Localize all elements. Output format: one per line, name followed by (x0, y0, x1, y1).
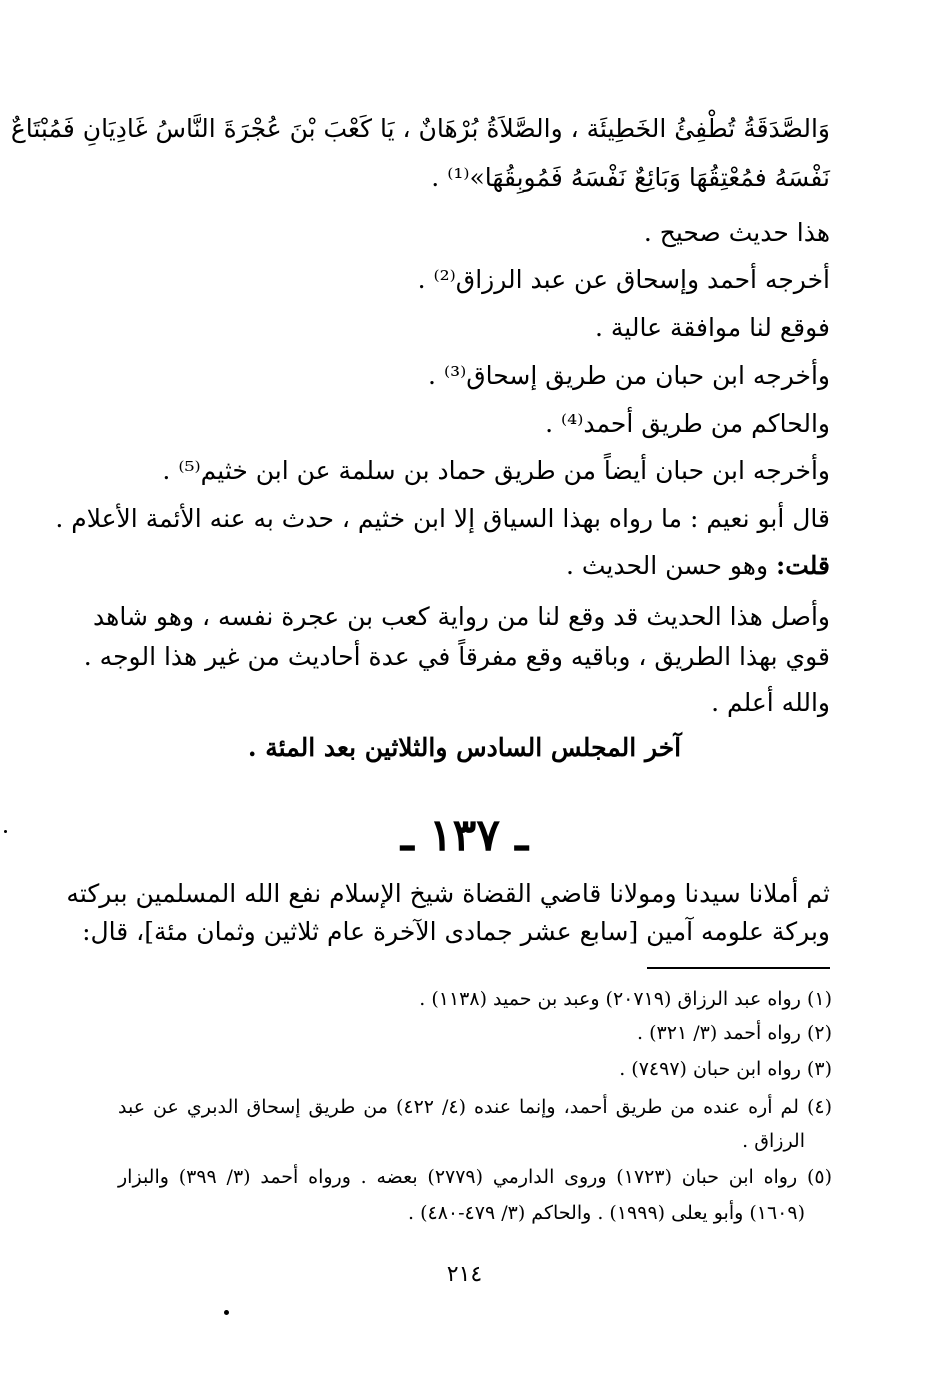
qultu-line (566, 546, 830, 586)
footnote-2: (٢) رواه أحمد (٣/ ٣٢١) . (637, 1022, 832, 1044)
footnote-separator (647, 967, 830, 969)
takhrij-line-2: فوقع لنا موافقة عالية . (595, 313, 830, 342)
intro-line-1: ثم أملانا سيدنا ومولانا قاضي القضاة شيخ الإسلام نفع الله المسلمين ببركته (66, 879, 830, 908)
majlis-number-heading: ـ ١٣٧ ـ (400, 810, 529, 861)
qultu-label: قلت: (775, 551, 830, 580)
hadith-line-2: نَفْسَهُ فمُعْتِقُهَا وَبَائِعٌ نَفْسَهُ فَمُوبِقُهَا»⁽¹⁾ . (431, 163, 830, 192)
qultu-text: وهو حسن الحديث . (565, 551, 769, 580)
takhrij-line-1: أخرجه أحمد وإسحاق عن عبد الرزاق⁽²⁾ . (417, 265, 830, 294)
scan-speck (224, 1310, 229, 1315)
abu-nuaym-line: قال أبو نعيم : ما رواه بهذا السياق إلا ابن خثيم ، حدث به عنه الأئمة الأعلام . (55, 504, 830, 533)
takhrij-line-3: وأخرجه ابن حبان من طريق إسحاق⁽³⁾ . (428, 361, 830, 390)
takhrij-line-5: وأخرجه ابن حبان أيضاً من طريق حماد بن سلمة عن ابن خثيم⁽⁵⁾ . (162, 456, 830, 485)
footnote-5: (٥) رواه ابن حبان (١٧٢٣) وروى الدارمي (٢٧٧٩) بعضه . ورواه أحمد (٣/ ٣٩٩) والبزار (118, 1166, 832, 1188)
closing-line: والله أعلم . (711, 688, 830, 717)
page-number: ٢١٤ (446, 1262, 483, 1287)
intro-line-2: وبركة علومه آمين [سابع عشر جمادى الآخرة عام ثلاثين وثمان مئة]، قال: (82, 917, 830, 946)
conclusion-line-1: وأصل هذا الحديث قد وقع لنا من رواية كعب بن عجرة نفسه ، وهو شاهد (93, 602, 830, 631)
footnote-3: (٣) رواه ابن حبان (٧٤٩٧) . (619, 1058, 832, 1080)
footnote-1: (١) رواه عبد الرزاق (٢٠٧١٩) وعبد بن حميد (١١٣٨) . (419, 988, 832, 1010)
conclusion-line-2: قوي بهذا الطريق ، وباقيه وقع مفرقاً في عدة أحاديث من غير هذا الوجه . (83, 642, 830, 671)
takhrij-line-4: والحاكم من طريق أحمد⁽⁴⁾ . (545, 409, 830, 438)
grading-line: هذا حديث صحيح . (643, 218, 830, 247)
scan-speck (4, 830, 7, 833)
hadith-line-1: وَالصَّدَقَةُ تُطْفِئُ الخَطِيئَة ، والصَّلاَةُ بُرْهَانٌ ، يَا كَعْبَ بْنَ عُجْرَةَ النَّاسُ غَادِيَانِ فَمُبْتَاعٌ (10, 114, 830, 143)
footnote-4: (٤) لم أره عنده من طريق أحمد، وإنما عنده (٤/ ٤٢٢) من طريق إسحاق الدبري عن عبد (118, 1096, 832, 1118)
section-end-title: آخر المجلس السادس والثلاثين بعد المئة . (247, 733, 682, 762)
footnote-4-continuation: الرزاق . (742, 1130, 805, 1152)
footnote-5-continuation: (١٦٠٩) وأبو يعلى (١٩٩٩) . والحاكم (٣/ ٤٧٩-٤٨٠) . (408, 1202, 805, 1224)
